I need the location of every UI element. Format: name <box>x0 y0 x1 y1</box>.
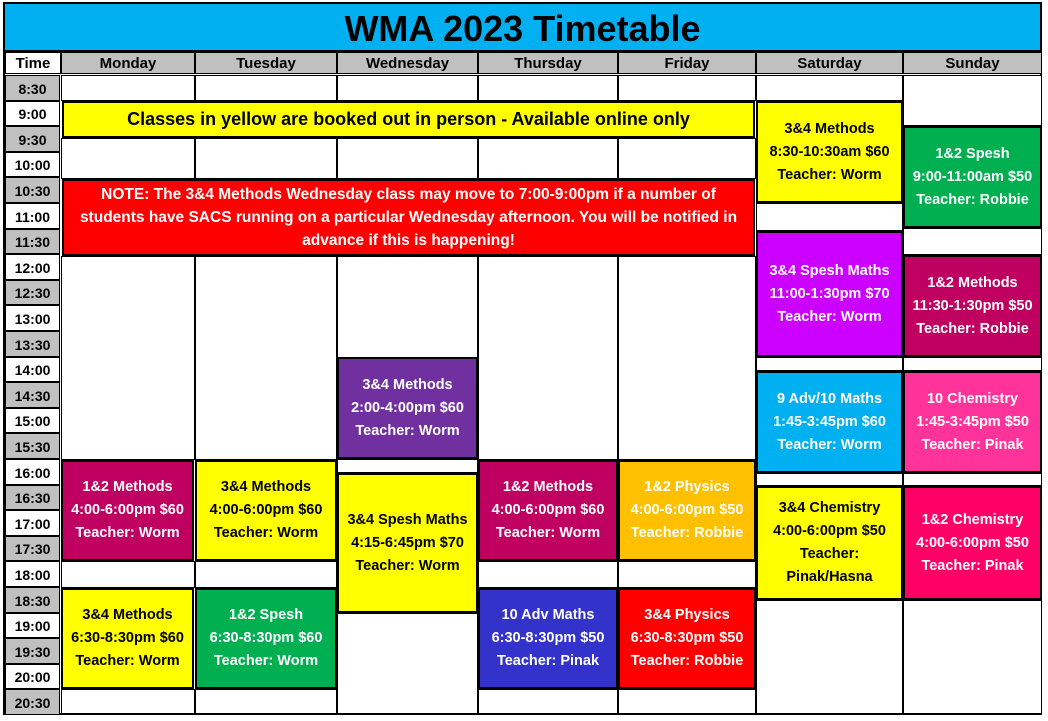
header-tuesday: Tuesday <box>195 52 337 74</box>
class-line: 6:30-8:30pm $60 <box>209 630 323 646</box>
time-label: 14:30 <box>5 382 60 408</box>
class-line: Pinak/Hasna <box>786 569 873 585</box>
class-line: Teacher: Worm <box>213 653 319 669</box>
class-line: 1&2 Methods <box>82 479 173 495</box>
time-label: 19:30 <box>5 638 60 664</box>
class-wed-2 <box>337 473 478 613</box>
time-label: 20:30 <box>5 689 60 715</box>
class-line: Teacher: Robbie <box>916 191 1029 208</box>
class-thu-1 <box>478 460 618 561</box>
class-sat-2 <box>756 231 903 357</box>
empty-cell <box>337 613 478 714</box>
class-line: 4:00-6:00pm $50 <box>630 502 744 518</box>
empty-cell <box>478 75 618 101</box>
class-sun-2 <box>903 255 1042 357</box>
class-line: 11:00-1:30pm $70 <box>769 285 890 302</box>
empty-cell <box>195 75 337 101</box>
class-line: 3&4 Methods <box>784 120 875 137</box>
class-thu-2 <box>478 588 618 689</box>
class-line: 6:30-8:30pm $50 <box>491 630 605 646</box>
header-time: Time <box>5 52 61 74</box>
time-label: 17:00 <box>5 510 60 536</box>
class-sun-1 <box>903 126 1042 228</box>
time-label: 16:00 <box>5 459 60 485</box>
class-line: 9:00-11:00am $50 <box>912 168 1033 185</box>
class-sat-1 <box>756 101 903 203</box>
time-label: 9:30 <box>5 126 60 152</box>
header-wednesday: Wednesday <box>337 52 478 74</box>
time-label: 12:00 <box>5 254 60 280</box>
class-line: 3&4 Chemistry <box>778 500 881 516</box>
empty-cell <box>478 138 618 179</box>
time-label: 11:00 <box>5 203 60 229</box>
empty-cell <box>756 203 903 231</box>
class-line: Teacher: Worm <box>213 525 319 541</box>
class-line: 3&4 Spesh Maths <box>769 262 890 279</box>
empty-cell <box>903 600 1042 714</box>
class-line: Teacher: Worm <box>75 525 180 541</box>
class-fri-1 <box>618 460 756 561</box>
class-line: Teacher: Pinak <box>921 557 1024 574</box>
class-wed-1 <box>337 357 478 459</box>
header-sunday: Sunday <box>903 52 1042 74</box>
class-line: Teacher: Robbie <box>630 525 744 541</box>
class-line: 1&2 Physics <box>644 479 730 495</box>
empty-cell <box>337 75 478 101</box>
class-line: 1:45-3:45pm $50 <box>916 413 1029 430</box>
class-line: Teacher: Worm <box>355 557 460 574</box>
class-line: 3&4 Methods <box>220 479 312 495</box>
class-tue-2 <box>195 588 337 689</box>
empty-cell <box>618 689 756 714</box>
empty-cell <box>618 561 756 588</box>
class-line: 4:00-6:00pm $60 <box>209 502 323 518</box>
class-line: 9 Adv/10 Maths <box>776 390 883 407</box>
time-label: 20:00 <box>5 664 60 689</box>
time-label: 13:30 <box>5 331 60 357</box>
page-title: WMA 2023 Timetable <box>5 4 1040 52</box>
header-thursday: Thursday <box>478 52 618 74</box>
header-friday: Friday <box>618 52 756 74</box>
class-line: 4:00-6:00pm $60 <box>71 502 184 518</box>
time-label: 10:30 <box>5 177 60 203</box>
time-label: 17:30 <box>5 536 60 561</box>
class-line: 3&4 Physics <box>644 607 730 623</box>
class-line: 10 Adv Maths <box>501 607 595 623</box>
empty-cell <box>618 75 756 101</box>
time-label: 16:30 <box>5 485 60 510</box>
time-label: 18:00 <box>5 561 60 587</box>
class-sat-3 <box>756 371 903 473</box>
class-line: 1&2 Methods <box>927 274 1018 291</box>
empty-cell <box>756 473 903 486</box>
class-line: Teacher: Worm <box>777 308 882 325</box>
class-line: Teacher: Pinak <box>496 653 600 669</box>
sacs-note: NOTE: The 3&4 Methods Wednesday class may move to 7:00-9:00pm if a number of students have SACS running on a particular Wednesday afternoon. You will be notified in advance if this is happening! <box>62 179 755 256</box>
class-mon-1 <box>61 460 194 561</box>
empty-cell <box>478 256 618 460</box>
time-label: 13:00 <box>5 305 60 331</box>
time-label: 8:30 <box>5 75 60 101</box>
class-line: Teacher: Worm <box>777 436 882 453</box>
booked-out-notice: Classes in yellow are booked out in person - Available online only <box>62 101 755 138</box>
class-line: 1&2 Chemistry <box>921 511 1024 528</box>
class-line: 8:30-10:30am $60 <box>769 143 890 160</box>
empty-cell <box>903 473 1042 486</box>
class-line: 4:00-6:00pm $50 <box>773 523 886 539</box>
class-line: Teacher: Pinak <box>921 436 1024 453</box>
class-line: 4:00-6:00pm $50 <box>916 534 1029 551</box>
empty-cell <box>195 689 337 714</box>
empty-cell <box>61 561 195 588</box>
class-line: 2:00-4:00pm $60 <box>351 399 464 416</box>
class-sun-4 <box>903 486 1042 600</box>
empty-cell <box>478 561 618 588</box>
class-line: Teacher: <box>799 546 860 562</box>
empty-cell <box>337 459 478 473</box>
class-line: Teacher: Worm <box>777 166 882 183</box>
empty-cell <box>61 256 195 460</box>
empty-cell <box>756 600 903 714</box>
time-label: 14:00 <box>5 357 60 382</box>
empty-cell <box>618 138 756 179</box>
time-label: 9:00 <box>5 101 60 126</box>
class-line: Teacher: Worm <box>75 653 180 669</box>
class-line: 1&2 Spesh <box>935 145 1010 162</box>
empty-cell <box>903 357 1042 371</box>
empty-cell <box>61 689 195 714</box>
class-line: 10 Chemistry <box>926 390 1019 407</box>
time-label: 15:00 <box>5 408 60 433</box>
empty-cell <box>61 138 195 179</box>
class-line: Teacher: Worm <box>355 422 460 439</box>
time-label: 12:30 <box>5 280 60 305</box>
empty-cell <box>195 561 337 588</box>
empty-cell <box>903 75 1042 126</box>
class-sat-4 <box>756 486 903 600</box>
class-line: Teacher: Robbie <box>916 320 1029 337</box>
header-saturday: Saturday <box>756 52 903 74</box>
class-line: 3&4 Spesh Maths <box>347 511 468 528</box>
class-line: 4:00-6:00pm $60 <box>491 502 605 518</box>
empty-cell <box>478 689 618 714</box>
class-line: 3&4 Methods <box>362 376 453 393</box>
class-fri-2 <box>618 588 756 689</box>
time-label: 11:30 <box>5 229 60 254</box>
empty-cell <box>618 256 756 460</box>
class-line: 1&2 Spesh <box>228 607 304 623</box>
class-line: 3&4 Methods <box>82 607 173 623</box>
time-label: 15:30 <box>5 433 60 459</box>
time-label: 18:30 <box>5 587 60 613</box>
empty-cell <box>756 357 903 371</box>
class-line: 6:30-8:30pm $50 <box>630 630 744 646</box>
time-label: 19:00 <box>5 613 60 638</box>
empty-cell <box>756 75 903 101</box>
empty-cell <box>61 75 195 101</box>
class-line: 1&2 Methods <box>502 479 594 495</box>
class-line: Teacher: Robbie <box>630 653 744 669</box>
class-line: Teacher: Worm <box>495 525 601 541</box>
class-line: 1:45-3:45pm $60 <box>773 413 886 430</box>
empty-cell <box>195 138 337 179</box>
class-line: 4:15-6:45pm $70 <box>351 534 464 551</box>
empty-cell <box>195 256 337 460</box>
class-sun-3 <box>903 371 1042 473</box>
empty-cell <box>903 228 1042 255</box>
empty-cell <box>337 138 478 179</box>
header-monday: Monday <box>61 52 195 74</box>
time-label: 10:00 <box>5 152 60 177</box>
class-mon-2 <box>61 588 194 689</box>
class-tue-1 <box>195 460 337 561</box>
class-line: 11:30-1:30pm $50 <box>912 297 1033 314</box>
class-line: 6:30-8:30pm $60 <box>71 630 184 646</box>
